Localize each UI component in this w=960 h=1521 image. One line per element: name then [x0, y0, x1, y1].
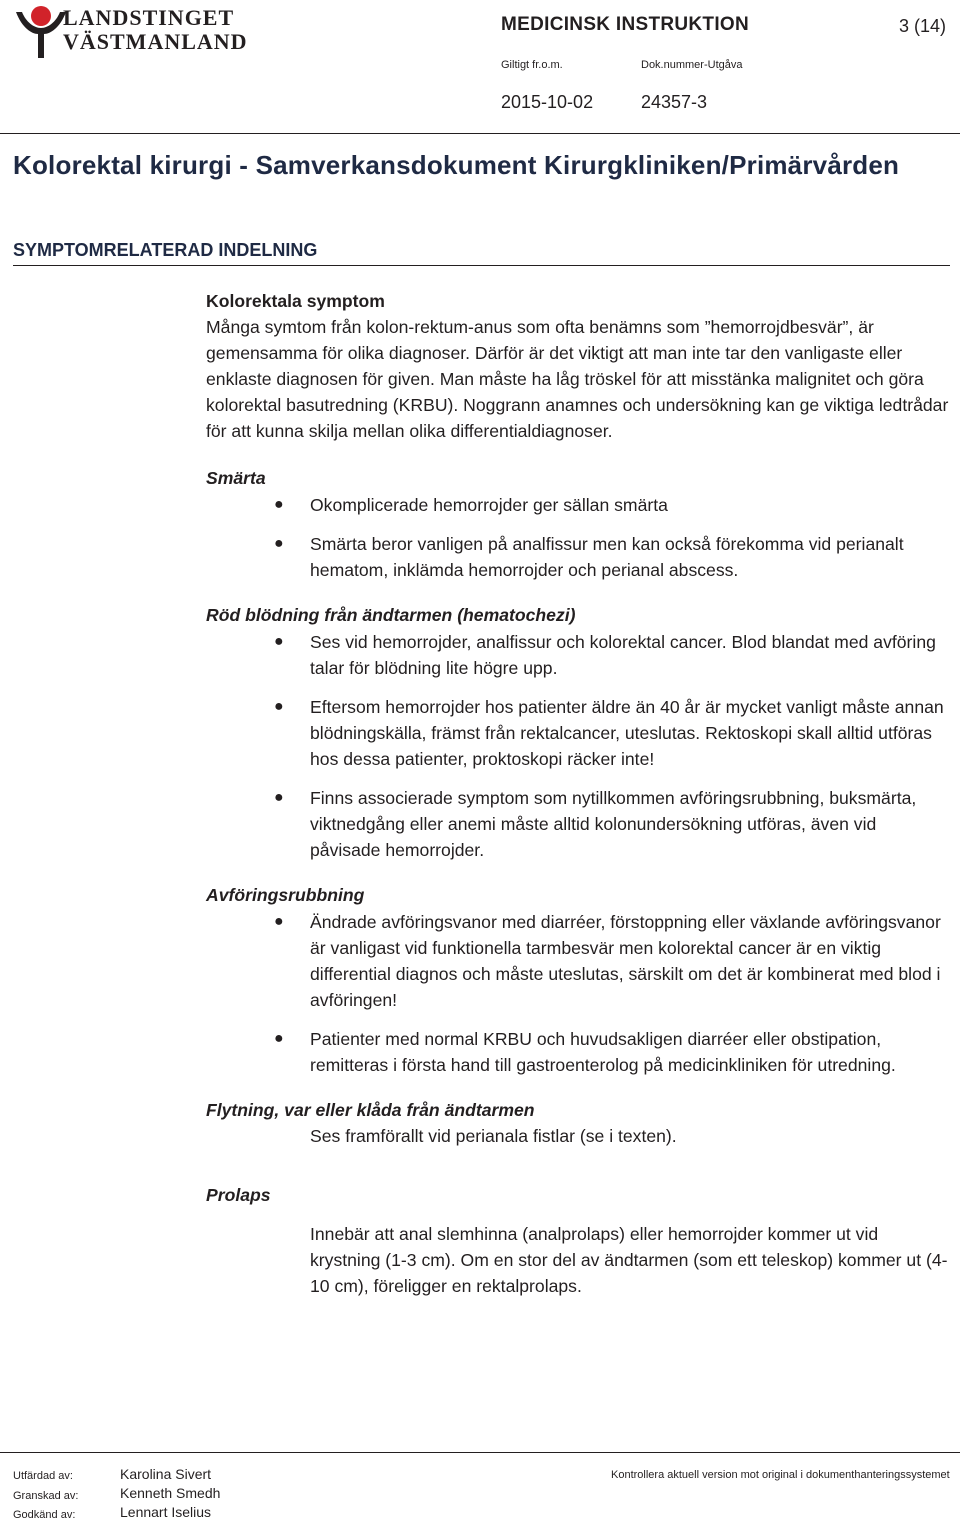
bullet-icon: ●	[274, 1030, 284, 1047]
bullet-icon: ●	[274, 913, 284, 930]
list-smarta	[206, 492, 951, 583]
list-item-text: Eftersom hemorrojder hos patienter äldre än 40 år är mycket vanligt måste annan blödningskälla, främst från rektalcancer, uteslutas. Rektoskopi skall alltid utföras hos dessa patienter, proktoskopi räcker inte!	[310, 697, 944, 769]
heading-flytning: Flytning, var eller klåda från ändtarmen	[206, 1100, 535, 1120]
footer-note: Kontrollera aktuell version mot original i dokumenthanteringssystemet	[611, 1469, 950, 1481]
prolaps-text: Innebär att anal slemhinna (analprolaps) eller hemorrojder kommer ut vid krystning (1-3 cm). Om en stor del av ändtarmen (som ett teleskop) kommer ut (4-10 cm), föreligger en rektalprolaps.	[310, 1224, 948, 1296]
list-item	[206, 1026, 951, 1078]
page-number: 3 (14)	[898, 16, 946, 36]
section-title: SYMPTOMRELATERAD INDELNING	[13, 240, 318, 260]
heading-blodning: Röd blödning från ändtarmen (hematochezi)	[206, 605, 576, 625]
approved-name: Lennart Iselius	[120, 1504, 212, 1520]
list-item	[206, 785, 951, 863]
reviewed-name: Kenneth Smedh	[120, 1485, 221, 1501]
bullet-icon: ●	[274, 698, 284, 715]
list-item	[206, 531, 951, 583]
valid-from-date: 2015-10-02	[501, 92, 594, 112]
document-body	[206, 288, 951, 1299]
logo-wordmark	[63, 6, 248, 54]
list-item	[206, 694, 951, 772]
list-blodning	[206, 629, 951, 863]
list-item-text: Ändrade avföringsvanor med diarréer, förstoppning eller växlande avföringsvanor är vanligast vid funktionella tarmbesvär men kolorektal cancer är en viktig differential diagnos och måste uteslutas, särskilt om det är kombinerat med blod i avföringen!	[310, 912, 941, 1010]
reviewed-label: Granskad av:	[13, 1490, 79, 1502]
heading-smarta: Smärta	[206, 468, 266, 488]
list-item	[206, 629, 951, 681]
docnum-label: Dok.nummer-Utgåva	[641, 59, 743, 71]
list-item-text: Finns associerade symptom som nytillkommen avföringsrubbning, buksmärta, viktnedgång eller anemi måste alltid kolonundersökning utföras, även vid påvisade hemorrojder.	[310, 788, 917, 860]
bullet-icon: ●	[274, 496, 284, 513]
logo-line-2: VÄSTMANLAND	[63, 29, 248, 54]
heading-avforing: Avföringsrubbning	[206, 885, 365, 905]
valid-from-label: Giltigt fr.o.m.	[501, 59, 563, 71]
logo-line-1: LANDSTINGET	[63, 5, 235, 30]
intro-block	[206, 288, 951, 444]
document-type: MEDICINSK INSTRUKTION	[501, 14, 750, 35]
list-item	[206, 492, 951, 518]
flytning-text: Ses framförallt vid perianala fistlar (se i texten).	[310, 1126, 677, 1146]
list-item-text: Ses vid hemorrojder, analfissur och kolorektal cancer. Blod blandat med avföring talar för blödning lite högre upp.	[310, 632, 936, 678]
list-avforing	[206, 909, 951, 1078]
bullet-icon: ●	[274, 633, 284, 650]
list-item-text: Smärta beror vanligen på analfissur men kan också förekomma vid perianalt hematom, inklämda hemorrojder och perianal abscess.	[310, 534, 904, 580]
list-item-text: Patienter med normal KRBU och huvudsakligen diarréer eller obstipation, remitteras i första hand till gastroenterolog på medicinkliniken för utredning.	[310, 1029, 896, 1075]
document-title: Kolorektal kirurgi - Samverkansdokument Kirurgkliniken/Primärvården	[13, 150, 900, 180]
heading-prolaps: Prolaps	[206, 1185, 271, 1205]
issued-label: Utfärdad av:	[13, 1470, 73, 1482]
bullet-icon: ●	[274, 789, 284, 806]
approved-label: Godkänd av:	[13, 1509, 76, 1521]
footer-divider	[0, 1452, 960, 1453]
list-item	[206, 909, 951, 1013]
issued-name: Karolina Sivert	[120, 1466, 212, 1482]
header-divider	[0, 133, 960, 134]
document-number: 24357-3	[641, 92, 708, 112]
intro-heading: Kolorektala symptom	[206, 291, 385, 311]
section-divider	[13, 265, 950, 266]
list-item-text: Okomplicerade hemorrojder ger sällan smärta	[310, 495, 668, 515]
bullet-icon: ●	[274, 535, 284, 552]
intro-text: Många symtom från kolon-rektum-anus som ofta benämns som ”hemorrojdbesvär”, är gemensamma för olika diagnoser. Därför är det viktigt att man inte tar den vanligaste eller enklaste diagnosen för given. Man måste ha låg tröskel för att misstänka malignitet och göra kolorektal basutredning (KRBU). Noggrann anamnes och undersökning kan ge viktiga ledtrådar för att kunna skilja mellan olika differentialdiagnoser.	[206, 317, 949, 441]
